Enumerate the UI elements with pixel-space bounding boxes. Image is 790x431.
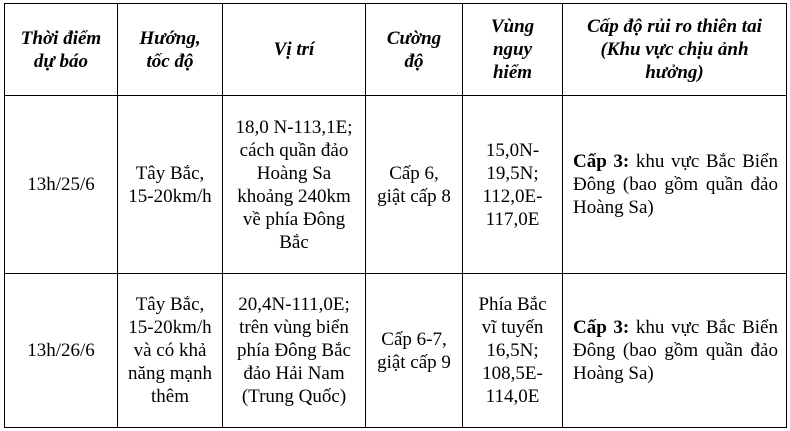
risk-level-label: Cấp 3:	[573, 151, 630, 172]
risk-level-label: Cấp 3:	[573, 317, 630, 338]
cell-risk	[563, 96, 787, 274]
cell-position: 18,0 N-113,1E; cách quần đảo Hoàng Sa khoảng 240km về phía Đông Bắc	[223, 96, 366, 274]
cell-danger-zone: Phía Bắc vĩ tuyến 16,5N; 108,5E-114,0E	[463, 274, 563, 428]
header-intensity: Cường độ	[366, 4, 463, 96]
cell-risk	[563, 274, 787, 428]
cell-direction: Tây Bắc, 15-20km/h và có khả năng mạnh thêm	[118, 274, 223, 428]
header-forecast-time: Thời điểm dự báo	[5, 4, 118, 96]
cell-time: 13h/25/6	[5, 96, 118, 274]
cell-direction: Tây Bắc, 15-20km/h	[118, 96, 223, 274]
cell-time: 13h/26/6	[5, 274, 118, 428]
table-header-row	[5, 4, 787, 96]
risk-area-text: khu vực Bắc Biển Đông (bao gồm quần đảo Hoàng Sa)	[573, 317, 778, 384]
cell-intensity: Cấp 6-7, giật cấp 9	[366, 274, 463, 428]
header-danger-zone: Vùng nguy hiểm	[463, 4, 563, 96]
header-risk-level: Cấp độ rủi ro thiên tai (Khu vực chịu ảnh hưởng)	[563, 4, 787, 96]
cell-position: 20,4N-111,0E; trên vùng biển phía Đông Bắc đảo Hải Nam (Trung Quốc)	[223, 274, 366, 428]
risk-area-text: khu vực Bắc Biển Đông (bao gồm quần đảo Hoàng Sa)	[573, 151, 778, 218]
table-row	[5, 96, 787, 274]
cell-danger-zone: 15,0N-19,5N; 112,0E-117,0E	[463, 96, 563, 274]
table-row	[5, 274, 787, 428]
forecast-table	[4, 3, 787, 428]
header-direction-speed: Hướng, tốc độ	[118, 4, 223, 96]
cell-intensity: Cấp 6, giật cấp 8	[366, 96, 463, 274]
header-position: Vị trí	[223, 4, 366, 96]
